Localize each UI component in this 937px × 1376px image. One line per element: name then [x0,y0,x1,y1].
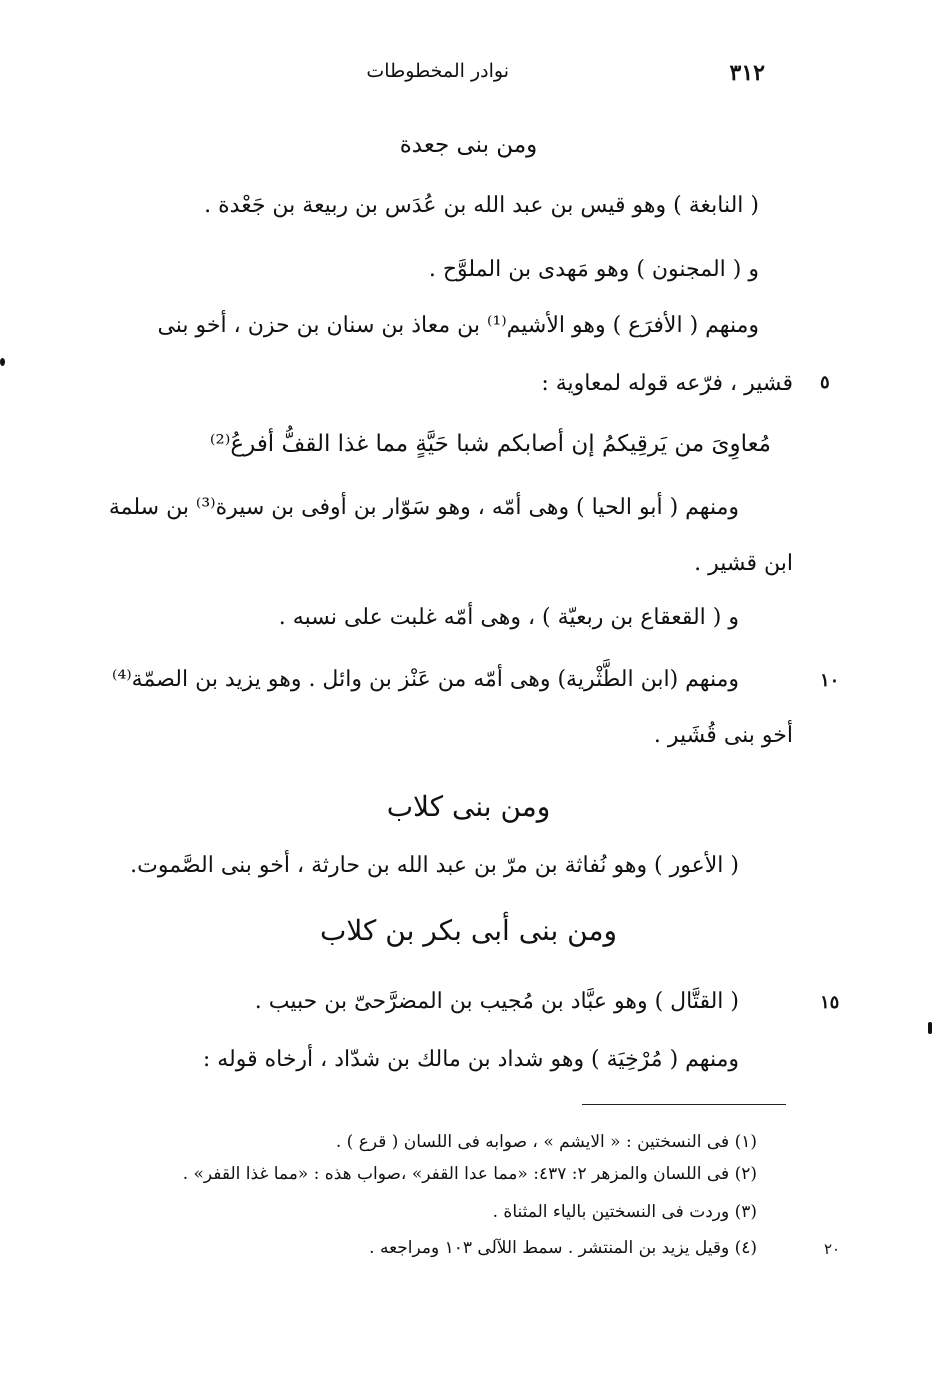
poetry-verse: مُعاوِىَ من يَرقِيكمُ إن أصابكم شبا حَيَّةٍ مما غذا القفُّ أفرعُ⁽²⁾ [209,431,771,457]
text-line: ومنهم ( الأفرَع ) وهو الأشيم⁽¹⁾ بن معاذ بن سنان بن حزن ، أخو بنى [157,313,759,338]
text-line: قشير ، فرّعه قوله لمعاوية : [541,371,793,396]
footnote-3: (٣) وردت فى النسختين بالياء المثناة . [492,1202,757,1222]
text-line: و ( المجنون ) وهو مَهدى بن الملوَّح . [428,257,759,282]
line-number-5: ٥ [820,372,830,393]
section-heading-bani-abi-bakr: ومن بنى أبى بكر بن كلاب [319,914,618,947]
footnote-1: (١) فى النسختين : « الايشم » ، صوابه فى اللسان ( قرع ) . [335,1132,757,1152]
section-heading-bani-kilab: ومن بنى كلاب [386,790,551,823]
text-line: ابن قشير . [694,551,793,576]
text-line: ( الأعور ) وهو نُفاثة بن مرّ بن عبد الله بن حارثة ، أخو بنى الصَّموت. [130,853,739,878]
scan-speck [0,358,5,366]
line-number-20: ٢٠ [824,1240,841,1258]
text-line: و ( القعقاع بن ربعيّة ) ، وهى أمّه غلبت على نسبه . [278,605,739,630]
footnote-2: (٢) فى اللسان والمزهر ٢: ٤٣٧: «مما عدا القفر» ،صواب هذه : «مما غذا القفر» . [182,1164,757,1184]
text-line: ( النابغة ) وهو قيس بن عبد الله بن عُدَس بن ربيعة بن جَعْدة . [204,193,759,218]
section-heading-bani-jaada: ومن بنى جعدة [399,132,538,158]
text-line: ومنهم (ابن الطَّثْرية) وهى أمّه من عَنْز بن وائل . وهو يزيد بن الصمّة⁽⁴⁾ [112,667,739,692]
running-title: نوادر المخطوطات [366,60,509,82]
text-line: ( القتَّال ) وهو عبَّاد بن مُجيب بن المضرَّحىّ بن حبيب . [254,989,739,1014]
scan-speck [928,1022,932,1034]
footnote-separator [582,1104,786,1105]
text-line: ومنهم ( أبو الحيا ) وهى أمّه ، وهو سَوّار بن أوفى بن سيرة⁽³⁾ بن سلمة [108,495,739,520]
page-number: ٣١٢ [729,60,765,86]
line-number-15: ١٥ [820,992,840,1013]
text-line: أخو بنى قُشَير . [653,723,793,748]
footnote-4: (٤) وقيل يزيد بن المنتشر . سمط اللآلى ١٠٣ ومراجعه . [369,1238,757,1258]
text-line: ومنهم ( مُرْخِيَة ) وهو شداد بن مالك بن شدّاد ، أرخاه قوله : [202,1047,739,1072]
line-number-10: ١٠ [820,670,840,691]
